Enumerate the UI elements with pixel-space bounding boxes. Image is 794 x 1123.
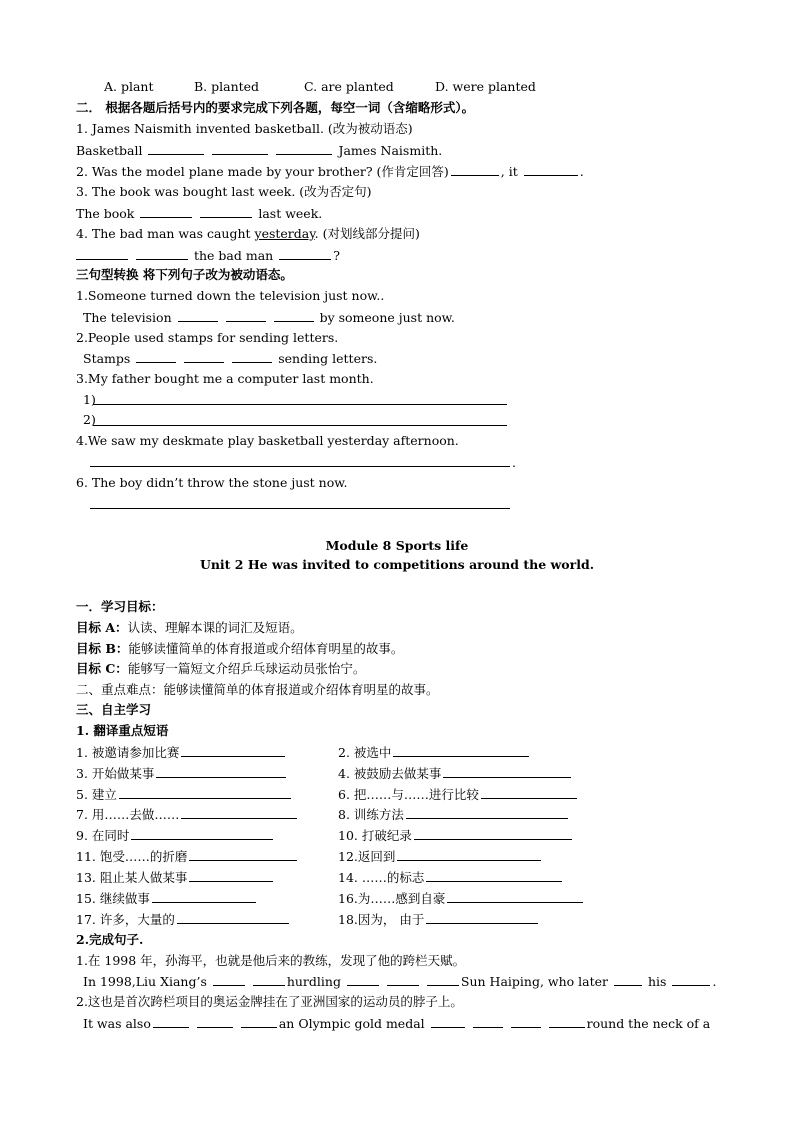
phrase-label: 12.返回到: [338, 849, 396, 864]
blank[interactable]: [614, 973, 642, 986]
phrase-left: [76, 911, 291, 928]
goals-heading: 一．学习目标：: [76, 599, 164, 614]
blank[interactable]: [189, 869, 273, 882]
phrase-right: [338, 806, 570, 823]
phrase-right: [338, 848, 543, 865]
phrase-right: [338, 744, 531, 761]
s3q2-end: sending letters.: [278, 351, 378, 366]
blank[interactable]: [177, 911, 289, 924]
blank[interactable]: [136, 350, 176, 363]
phrase-left: [76, 786, 293, 803]
q4-underlined-word: yesterday: [254, 226, 315, 241]
translate-heading: 1. 翻译重点短语: [76, 723, 169, 738]
goal-a-text: 认读、理解本课的词汇及短语。: [127, 620, 303, 635]
q1-answer-start: Basketball: [76, 143, 143, 158]
complete-heading: 2.完成句子.: [76, 932, 144, 947]
blank[interactable]: [473, 1015, 503, 1028]
blank[interactable]: [131, 827, 273, 840]
q4-pre: 4. The bad man was caught: [76, 226, 255, 241]
option-d: D. were planted: [435, 79, 536, 94]
blank[interactable]: [184, 350, 224, 363]
section2-q1-answer: [76, 142, 442, 159]
blank[interactable]: [76, 247, 128, 260]
blank[interactable]: [397, 848, 541, 861]
phrase-left: [76, 848, 299, 865]
s3q1-start: The television: [83, 310, 172, 325]
section3-q2: 2.People used stamps for sending letters.: [76, 330, 339, 345]
blank[interactable]: [406, 806, 568, 819]
s2-part: round the neck of a: [586, 1016, 711, 1031]
blank[interactable]: [426, 911, 538, 924]
blank[interactable]: [672, 973, 710, 986]
answer-line[interactable]: [93, 425, 507, 426]
blank[interactable]: [119, 786, 291, 799]
s1-part: hurdling: [286, 974, 341, 989]
s3q3-line2-label: 2): [83, 412, 96, 427]
blank[interactable]: [178, 309, 218, 322]
goal-a: [76, 620, 303, 636]
q3-answer-end: last week.: [258, 206, 323, 221]
s3q4-end: .: [512, 455, 516, 470]
q2-start: 2. Was the model plane made by your brother? (作肯定回答): [76, 164, 449, 179]
phrase-right: [338, 890, 585, 907]
s3q2-start: Stamps: [83, 351, 131, 366]
s1-part: his: [647, 974, 667, 989]
blank[interactable]: [253, 973, 285, 986]
blank[interactable]: [213, 973, 245, 986]
phrase-label: 4. 被鼓励去做某事: [338, 766, 442, 781]
goal-c-text: 能够写一篇短文介绍乒乓球运动员张怡宁。: [127, 661, 366, 676]
sentence2-english: [83, 1015, 710, 1032]
q4-answer-end: ?: [333, 248, 340, 263]
phrase-label: 3. 开始做某事: [76, 766, 155, 781]
section3-q3: 3.My father bought me a computer last month.: [76, 371, 374, 386]
unit-title: Unit 2 He was invited to competitions around the world.: [199, 557, 595, 572]
blank[interactable]: [276, 142, 332, 155]
phrase-label: 5. 建立: [76, 787, 117, 802]
phrase-label: 11. 饱受……的折磨: [76, 849, 188, 864]
option-a: A. plant: [104, 79, 154, 94]
blank[interactable]: [511, 1015, 541, 1028]
section2-q1: 1. James Naismith invented basketball. (改为被动语态): [76, 121, 413, 136]
section3-q1-answer: [83, 309, 455, 326]
blank[interactable]: [156, 765, 286, 778]
s1-part: .: [712, 974, 717, 989]
self-study-heading: 三、自主学习: [76, 702, 152, 717]
phrase-label: 16.为……感到自豪: [338, 891, 446, 906]
goal-b: [76, 641, 403, 657]
phrase-right: [338, 786, 579, 803]
section2-q4-answer: [76, 247, 340, 264]
s3q3-line1-label: 1): [83, 392, 96, 407]
blank[interactable]: [140, 205, 192, 218]
answer-line[interactable]: [90, 466, 510, 467]
phrase-label: 14. ……的标志: [338, 870, 425, 885]
section2-q4: [76, 226, 420, 242]
section3-q4: 4.We saw my deskmate play basketball yesterday afternoon.: [76, 433, 459, 448]
sentence1-english: [83, 973, 716, 990]
s1-part: In 1998,Liu Xiang’s: [83, 974, 207, 989]
blank[interactable]: [148, 142, 204, 155]
s1-part: Sun Haiping, who later: [460, 974, 609, 989]
phrase-right: [338, 827, 574, 844]
phrase-left: [76, 827, 275, 844]
phrase-right: [338, 869, 564, 886]
blank[interactable]: [226, 309, 266, 322]
phrase-left: [76, 890, 258, 907]
blank[interactable]: [447, 890, 583, 903]
q1-answer-end: James Naismith.: [338, 143, 443, 158]
phrase-label: 9. 在同时: [76, 828, 130, 843]
goal-c-label: 目标 C：: [76, 661, 128, 676]
q4-post: . (对划线部分提问): [314, 226, 420, 241]
s2-part: an Olympic gold medal: [278, 1016, 425, 1031]
section2-q3: 3. The book was bought last week. (改为否定句): [76, 184, 372, 199]
blank[interactable]: [414, 827, 572, 840]
q2-end: .: [579, 164, 584, 179]
section3-q1: 1.Someone turned down the television just now..: [76, 288, 385, 303]
sentence1-chinese: 1.在 1998 年，孙海平，也就是他后来的教练，发现了他的跨栏天赋。: [76, 953, 466, 968]
answer-line[interactable]: [90, 508, 510, 509]
blank[interactable]: [274, 309, 314, 322]
phrase-left: [76, 869, 275, 886]
blank[interactable]: [200, 205, 252, 218]
phrase-left: [76, 806, 299, 823]
section2-q2: [76, 163, 584, 180]
key-difficulty: 二、重点难点：能够读懂简单的体育报道或介绍体育明星的故事。: [76, 682, 439, 697]
blank[interactable]: [136, 247, 188, 260]
blank[interactable]: [241, 1015, 277, 1028]
phrase-label: 2. 被选中: [338, 745, 392, 760]
option-b: B. planted: [194, 79, 260, 94]
blank[interactable]: [189, 848, 297, 861]
blank[interactable]: [524, 163, 578, 176]
blank[interactable]: [549, 1015, 585, 1028]
phrase-label: 8. 训练方法: [338, 807, 404, 822]
s2-part: It was also: [83, 1016, 151, 1031]
blank[interactable]: [197, 1015, 233, 1028]
phrase-label: 15. 继续做事: [76, 891, 150, 906]
blank[interactable]: [443, 765, 571, 778]
blank[interactable]: [347, 973, 379, 986]
blank[interactable]: [393, 744, 529, 757]
s3q1-end: by someone just now.: [319, 310, 455, 325]
goal-a-label: 目标 A：: [76, 620, 128, 635]
goal-b-text: 能够读懂简单的体育报道或介绍体育明星的故事。: [128, 641, 404, 656]
blank[interactable]: [481, 786, 577, 799]
module-title: Module 8 Sports life: [325, 538, 469, 553]
phrase-right: [338, 911, 540, 928]
goal-c: [76, 661, 365, 677]
phrase-label: 10. 打破纪录: [338, 828, 412, 843]
blank[interactable]: [152, 890, 256, 903]
phrase-label: 13. 阻止某人做某事: [76, 870, 188, 885]
phrase-label: 7. 用……去做……: [76, 807, 180, 822]
goal-b-label: 目标 B：: [76, 641, 129, 656]
q4-answer-mid: the bad man: [193, 248, 274, 263]
option-c: C. are planted: [304, 79, 394, 94]
blank[interactable]: [232, 350, 272, 363]
blank[interactable]: [451, 163, 499, 176]
phrase-left: [76, 765, 288, 782]
blank[interactable]: [181, 806, 297, 819]
blank[interactable]: [181, 744, 285, 757]
phrase-left: [76, 744, 287, 761]
blank[interactable]: [279, 247, 331, 260]
blank[interactable]: [387, 973, 419, 986]
q3-answer-start: The book: [76, 206, 135, 221]
phrase-label: 17. 许多，大量的: [76, 912, 175, 927]
blank[interactable]: [212, 142, 268, 155]
section3-q2-answer: [83, 350, 377, 367]
phrase-label: 18.因为， 由于: [338, 912, 425, 927]
phrase-label: 6. 把……与……进行比较: [338, 787, 479, 802]
section3-heading: 三句型转换 将下列句子改为被动语态。: [76, 267, 293, 282]
sentence2-chinese: 2.这也是首次跨栏项目的奥运金牌挂在了亚洲国家的运动员的脖子上。: [76, 994, 463, 1009]
blank[interactable]: [431, 1015, 465, 1028]
section2-heading: 二． 根据各题后括号内的要求完成下列各题，每空一词（含缩略形式）。: [76, 100, 475, 115]
section2-q3-answer: [76, 205, 322, 222]
section3-q6: 6. The boy didn’t throw the stone just now.: [76, 475, 348, 490]
phrase-right: [338, 765, 573, 782]
answer-line[interactable]: [93, 404, 507, 405]
q2-mid: , it: [500, 164, 518, 179]
blank[interactable]: [427, 973, 459, 986]
blank[interactable]: [153, 1015, 189, 1028]
blank[interactable]: [426, 869, 562, 882]
phrase-label: 1. 被邀请参加比赛: [76, 745, 180, 760]
